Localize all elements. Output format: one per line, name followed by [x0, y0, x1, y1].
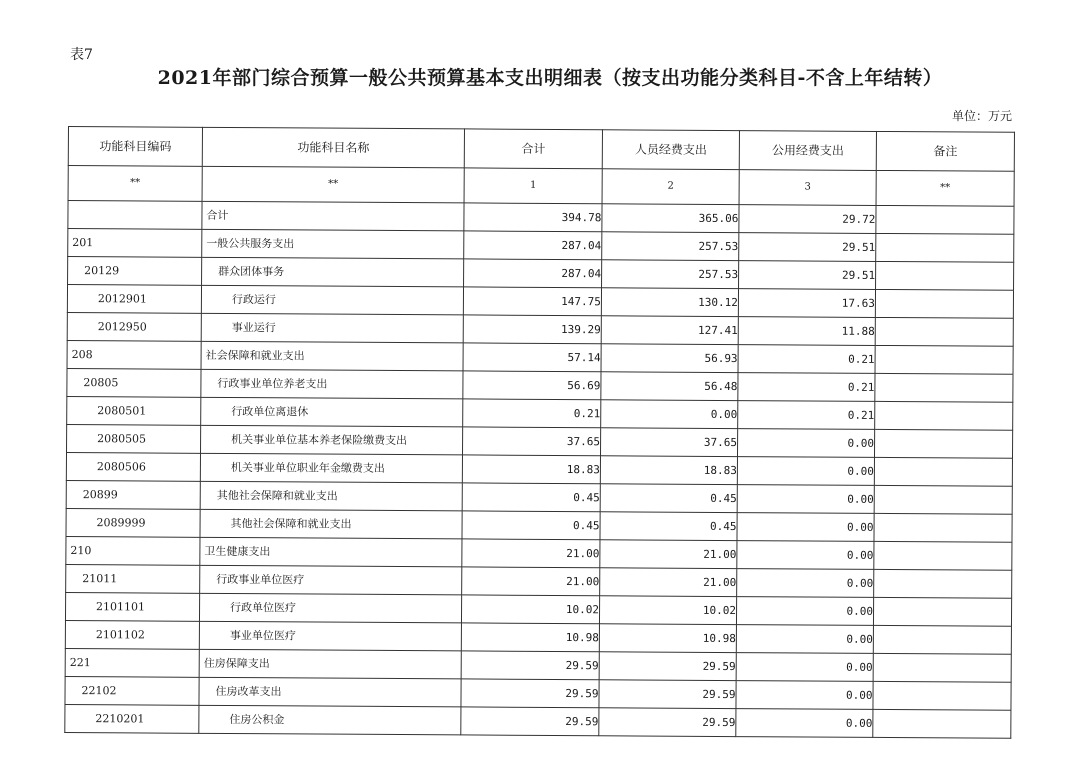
note-cell [875, 317, 1013, 346]
total-cell: 0.45 [462, 511, 600, 540]
code-cell: 2210201 [65, 704, 199, 733]
personnel-cell: 56.93 [601, 344, 738, 373]
name-cell: 群众团体事务 [202, 257, 464, 287]
note-cell [873, 709, 1011, 738]
code-cell: 22102 [65, 676, 199, 705]
total-cell: 0.45 [462, 483, 600, 512]
code-cell: 2080506 [66, 452, 200, 481]
note-cell [874, 513, 1012, 542]
header-code: 功能科目编码 [68, 127, 202, 167]
total-cell: 29.59 [461, 707, 599, 736]
name-cell: 一般公共服务支出 [202, 229, 464, 259]
name-cell: 社会保障和就业支出 [201, 341, 463, 371]
code-cell: 2012901 [67, 285, 201, 314]
personnel-cell: 29.59 [599, 708, 736, 737]
code-cell: 2101101 [65, 592, 199, 621]
sheet-label: 表7 [70, 47, 93, 63]
total-cell: 10.02 [461, 595, 599, 624]
total-cell: 29.59 [461, 679, 599, 708]
name-cell: 行政单位离退休 [201, 397, 463, 427]
public-cell: 29.51 [739, 233, 876, 262]
personnel-cell: 29.59 [599, 652, 736, 681]
name-cell: 合计 [202, 201, 464, 231]
public-cell: 0.00 [736, 681, 873, 710]
index-cell: 3 [739, 170, 876, 206]
name-cell: 其他社会保障和就业支出 [200, 481, 462, 511]
index-row [68, 166, 1014, 207]
total-cell: 57.14 [463, 343, 601, 372]
note-cell [876, 205, 1014, 234]
personnel-cell: 56.48 [601, 372, 738, 401]
code-cell: 20899 [66, 480, 200, 509]
note-cell [876, 233, 1014, 262]
code-cell: 2089999 [66, 508, 200, 537]
personnel-cell: 0.45 [600, 484, 737, 513]
personnel-cell: 257.53 [602, 260, 739, 289]
table-body [65, 201, 1014, 739]
note-cell [874, 541, 1012, 570]
personnel-cell: 10.98 [599, 624, 736, 653]
personnel-cell: 130.12 [601, 288, 738, 317]
code-cell: 2101102 [65, 620, 199, 649]
total-cell: 287.04 [464, 259, 602, 288]
public-cell: 0.00 [737, 485, 874, 514]
name-cell: 机关事业单位基本养老保险缴费支出 [201, 425, 463, 455]
total-cell: 287.04 [464, 231, 602, 260]
total-cell: 139.29 [463, 315, 601, 344]
note-cell [875, 373, 1013, 402]
code-cell: 221 [65, 648, 199, 677]
index-cell: ** [68, 166, 202, 202]
personnel-cell: 0.00 [601, 400, 738, 429]
code-cell: 210 [66, 536, 200, 565]
code-cell [68, 201, 202, 230]
note-cell [874, 429, 1012, 458]
unit-label: 单位：万元 [951, 109, 1012, 123]
header-note: 备注 [876, 131, 1014, 171]
header-total: 合计 [464, 129, 602, 169]
name-cell: 行政事业单位医疗 [200, 565, 462, 595]
total-cell: 21.00 [462, 567, 600, 596]
total-cell: 394.78 [464, 203, 602, 232]
total-cell: 10.98 [461, 623, 599, 652]
public-cell: 11.88 [738, 317, 875, 346]
name-cell: 行政运行 [201, 285, 463, 315]
note-cell [875, 345, 1013, 374]
public-cell: 0.00 [736, 653, 873, 682]
budget-table [64, 126, 1015, 739]
code-cell: 201 [68, 229, 202, 258]
personnel-cell: 365.06 [602, 204, 739, 233]
note-cell [874, 485, 1012, 514]
public-cell: 0.00 [737, 457, 874, 486]
personnel-cell: 21.00 [600, 540, 737, 569]
code-cell: 2012950 [67, 312, 201, 341]
total-cell: 18.83 [462, 455, 600, 484]
personnel-cell: 29.59 [599, 680, 736, 709]
header-name: 功能科目名称 [202, 127, 464, 168]
public-cell: 0.00 [737, 541, 874, 570]
total-cell: 147.75 [463, 287, 601, 316]
header-row [68, 127, 1014, 172]
note-cell [875, 401, 1013, 430]
note-cell [873, 681, 1011, 710]
name-cell: 住房改革支出 [199, 677, 461, 707]
table-row [65, 704, 1011, 738]
page-title: 2021年部门综合预算一般公共预算基本支出明细表（按支出功能分类科目-不含上年结转） [157, 67, 943, 89]
note-cell [873, 597, 1011, 626]
index-cell: ** [876, 170, 1014, 206]
name-cell: 其他社会保障和就业支出 [200, 509, 462, 539]
note-cell [874, 457, 1012, 486]
personnel-cell: 127.41 [601, 316, 738, 345]
code-cell: 2080505 [67, 424, 201, 453]
name-cell: 事业运行 [201, 313, 463, 343]
note-cell [876, 261, 1014, 290]
personnel-cell: 37.65 [600, 428, 737, 457]
note-cell [873, 653, 1011, 682]
note-cell [873, 625, 1011, 654]
personnel-cell: 10.02 [599, 596, 736, 625]
public-cell: 0.21 [738, 373, 875, 402]
personnel-cell: 257.53 [602, 232, 739, 261]
note-cell [874, 569, 1012, 598]
personnel-cell: 0.45 [600, 512, 737, 541]
personnel-cell: 21.00 [600, 568, 737, 597]
public-cell: 0.00 [736, 597, 873, 626]
personnel-cell: 18.83 [600, 456, 737, 485]
public-cell: 0.00 [737, 429, 874, 458]
index-cell: ** [202, 166, 464, 203]
code-cell: 2080501 [67, 396, 201, 425]
total-cell: 37.65 [462, 427, 600, 456]
total-cell: 21.00 [462, 539, 600, 568]
total-cell: 56.69 [463, 371, 601, 400]
code-cell: 208 [67, 340, 201, 369]
code-cell: 20805 [67, 368, 201, 397]
name-cell: 卫生健康支出 [200, 537, 462, 567]
total-cell: 29.59 [461, 651, 599, 680]
public-cell: 17.63 [738, 289, 875, 318]
public-cell: 0.21 [738, 401, 875, 430]
code-cell: 21011 [66, 564, 200, 593]
name-cell: 事业单位医疗 [199, 621, 461, 651]
name-cell: 行政事业单位养老支出 [201, 369, 463, 399]
name-cell: 住房公积金 [199, 705, 461, 735]
public-cell: 29.51 [739, 261, 876, 290]
name-cell: 行政单位医疗 [199, 593, 461, 623]
public-cell: 0.00 [736, 625, 873, 654]
public-cell: 0.00 [736, 709, 873, 738]
note-cell [875, 289, 1013, 318]
name-cell: 住房保障支出 [199, 649, 461, 679]
code-cell: 20129 [68, 257, 202, 286]
name-cell: 机关事业单位职业年金缴费支出 [200, 453, 462, 483]
public-cell: 29.72 [739, 205, 876, 234]
total-cell: 0.21 [463, 399, 601, 428]
public-cell: 0.00 [737, 569, 874, 598]
index-cell: 1 [464, 168, 602, 204]
index-cell: 2 [602, 169, 739, 205]
public-cell: 0.21 [738, 345, 875, 374]
header-personnel: 人员经费支出 [602, 130, 739, 170]
public-cell: 0.00 [737, 513, 874, 542]
header-public: 公用经费支出 [739, 131, 876, 171]
